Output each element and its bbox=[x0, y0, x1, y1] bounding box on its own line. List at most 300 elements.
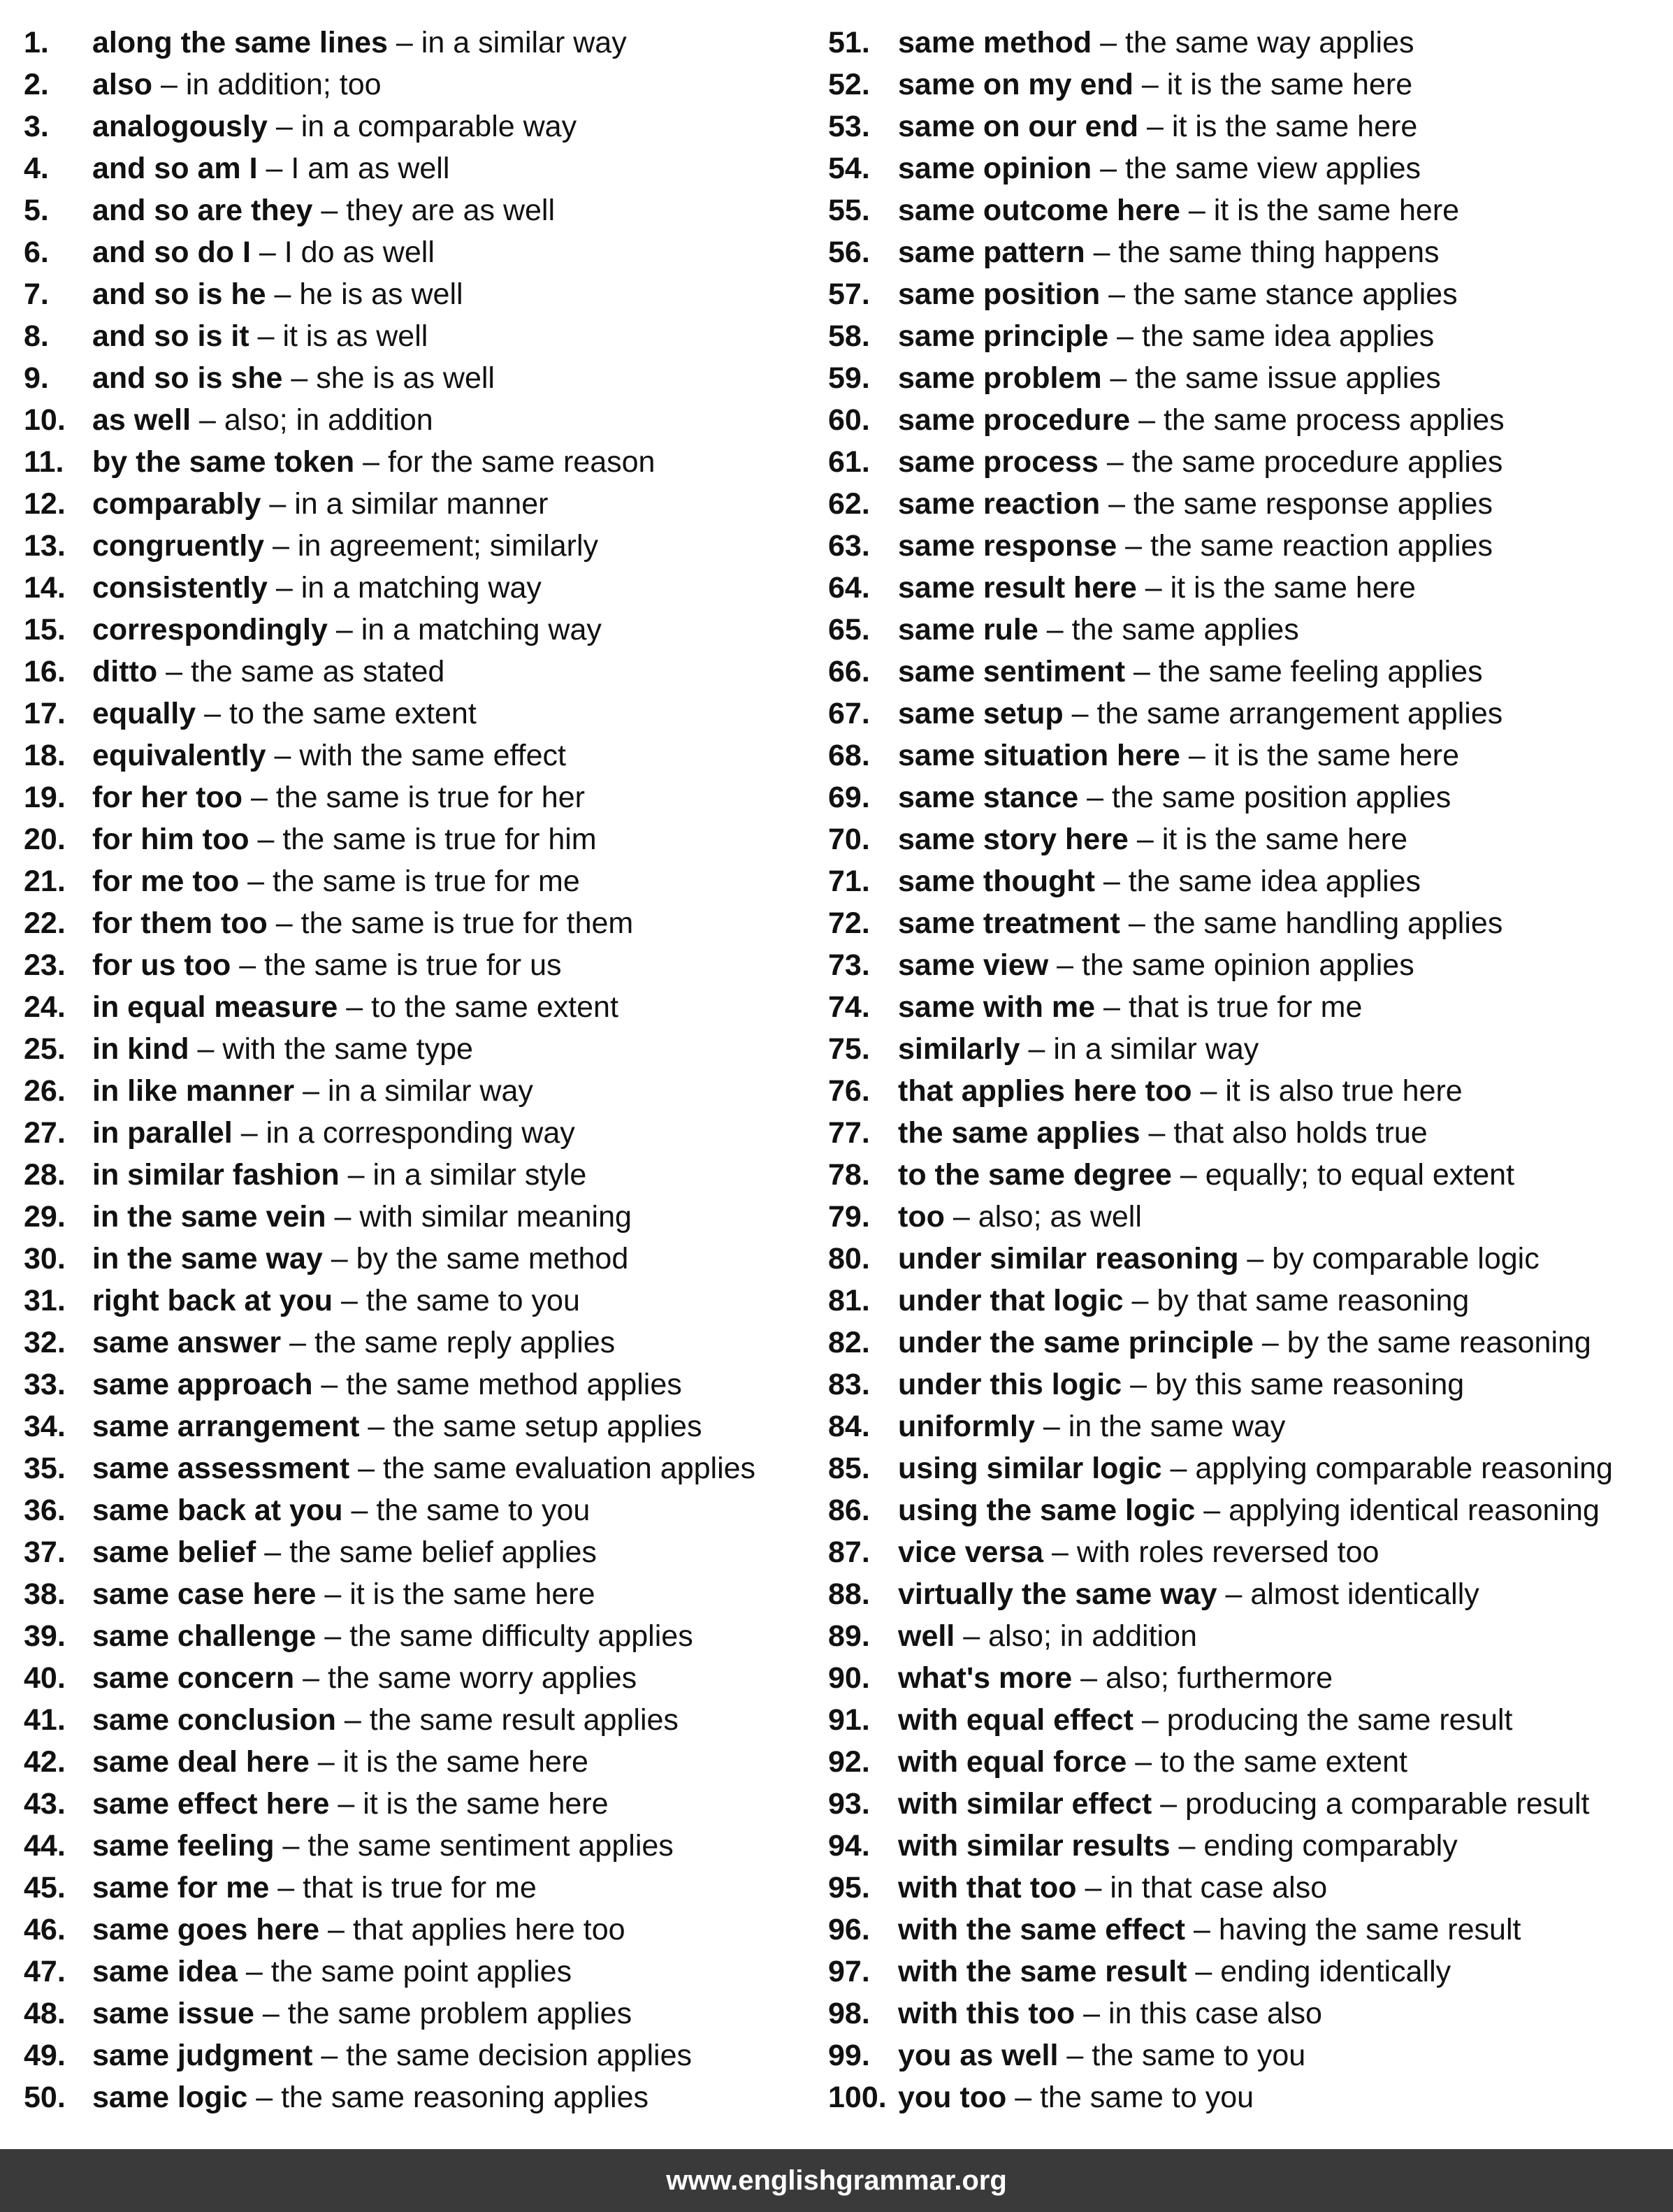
item-separator: – bbox=[240, 1116, 258, 1150]
item-separator: – bbox=[1135, 1745, 1152, 1779]
item-number: 76. bbox=[828, 1074, 870, 1108]
item-separator: – bbox=[282, 1829, 300, 1863]
list-item bbox=[24, 860, 580, 902]
list-item bbox=[828, 651, 1483, 693]
list-item bbox=[24, 1573, 595, 1615]
item-definition: by comparable logic bbox=[1272, 1242, 1540, 1275]
item-definition: the same problem applies bbox=[287, 1997, 632, 2030]
item-term: in the same way bbox=[92, 1242, 323, 1275]
list-item bbox=[24, 693, 477, 735]
item-number: 1. bbox=[24, 26, 49, 59]
item-number: 33. bbox=[24, 1368, 66, 1401]
item-definition: that applies here too bbox=[352, 1913, 625, 1946]
item-definition: the same stance applies bbox=[1133, 277, 1458, 311]
item-term: same view bbox=[898, 948, 1049, 982]
item-definition: that is true for me bbox=[303, 1871, 537, 1904]
list-item bbox=[828, 1070, 1463, 1112]
item-definition: to the same extent bbox=[371, 990, 618, 1024]
list-item bbox=[24, 357, 495, 399]
list-item bbox=[24, 2076, 649, 2118]
list-item bbox=[828, 1993, 1322, 2034]
list-item bbox=[24, 22, 627, 64]
item-number: 88. bbox=[828, 1577, 870, 1611]
list-item bbox=[828, 944, 1414, 986]
item-separator: – bbox=[247, 865, 265, 898]
item-number: 22. bbox=[24, 906, 66, 940]
item-definition: the same to you bbox=[365, 1284, 580, 1317]
list-item bbox=[24, 483, 548, 525]
item-term: comparably bbox=[92, 487, 261, 521]
list-item bbox=[828, 1196, 1142, 1238]
item-number: 63. bbox=[828, 529, 870, 563]
item-term: same judgment bbox=[92, 2039, 313, 2072]
list-item bbox=[24, 986, 618, 1028]
list-item bbox=[24, 1615, 693, 1657]
item-number: 31. bbox=[24, 1284, 66, 1317]
list-item bbox=[828, 1405, 1285, 1447]
item-term: for me too bbox=[92, 865, 240, 898]
item-separator: – bbox=[1128, 906, 1145, 940]
item-number: 85. bbox=[828, 1452, 870, 1485]
item-definition: the same to you bbox=[1092, 2039, 1306, 2072]
list-item bbox=[828, 525, 1493, 567]
item-definition: for the same reason bbox=[388, 445, 656, 479]
item-definition: the same opinion applies bbox=[1081, 948, 1414, 982]
list-item bbox=[828, 1909, 1521, 1951]
list-item bbox=[828, 1867, 1327, 1909]
item-term: same thought bbox=[898, 865, 1095, 898]
item-number: 87. bbox=[828, 1535, 870, 1569]
item-separator: – bbox=[1160, 1787, 1178, 1821]
item-term: same rule bbox=[898, 613, 1038, 646]
footer-website-url[interactable]: www.englishgrammar.org bbox=[666, 2165, 1007, 2196]
item-definition: ending identically bbox=[1220, 1955, 1451, 1988]
item-definition: the same to you bbox=[1040, 2081, 1254, 2114]
item-number: 70. bbox=[828, 823, 870, 856]
item-term: same situation here bbox=[898, 739, 1180, 772]
item-term: same stance bbox=[898, 781, 1079, 814]
item-number: 52. bbox=[828, 68, 870, 101]
item-term: under similar reasoning bbox=[898, 1242, 1239, 1275]
item-number: 92. bbox=[828, 1745, 870, 1779]
item-separator: – bbox=[1130, 1368, 1147, 1401]
item-number: 62. bbox=[828, 487, 870, 521]
list-item bbox=[828, 902, 1502, 944]
item-term: same assessment bbox=[92, 1452, 350, 1485]
item-definition: in a corresponding way bbox=[266, 1116, 575, 1150]
list-item bbox=[24, 1531, 597, 1573]
item-number: 49. bbox=[24, 2039, 66, 2072]
item-separator: – bbox=[1103, 865, 1120, 898]
item-term: same problem bbox=[898, 361, 1102, 395]
item-separator: – bbox=[1195, 1955, 1212, 1988]
item-definition: to the same extent bbox=[1160, 1745, 1407, 1779]
item-definition: the same is true for them bbox=[300, 906, 634, 940]
item-definition: in a similar style bbox=[372, 1158, 587, 1192]
item-separator: – bbox=[953, 1200, 970, 1234]
item-separator: – bbox=[1087, 781, 1104, 814]
list-item bbox=[828, 1699, 1513, 1741]
item-definition: the same worry applies bbox=[328, 1661, 637, 1695]
item-separator: – bbox=[1103, 990, 1120, 1024]
item-number: 11. bbox=[24, 445, 64, 479]
item-number: 73. bbox=[828, 948, 870, 982]
item-term: same outcome here bbox=[898, 194, 1180, 227]
item-term: same arrangement bbox=[92, 1410, 360, 1443]
item-separator: – bbox=[338, 1787, 355, 1821]
list-item bbox=[24, 273, 463, 315]
list-item bbox=[828, 315, 1434, 357]
item-definition: also; in addition bbox=[224, 403, 433, 437]
list-item bbox=[828, 1825, 1458, 1867]
item-definition: it is the same here bbox=[1171, 110, 1418, 143]
item-definition: in a similar manner bbox=[294, 487, 549, 521]
item-number: 43. bbox=[24, 1787, 66, 1821]
list-item bbox=[24, 1070, 533, 1112]
item-separator: – bbox=[275, 906, 293, 940]
item-number: 13. bbox=[24, 529, 66, 563]
item-separator: – bbox=[1100, 152, 1117, 185]
list-item bbox=[828, 1741, 1407, 1783]
item-number: 82. bbox=[828, 1326, 870, 1359]
item-term: correspondingly bbox=[92, 613, 328, 646]
item-term: with equal force bbox=[898, 1745, 1127, 1779]
item-number: 38. bbox=[24, 1577, 66, 1611]
list-item bbox=[24, 944, 561, 986]
item-number: 8. bbox=[24, 319, 49, 353]
item-term: by the same token bbox=[92, 445, 355, 479]
item-definition: the same feeling applies bbox=[1158, 655, 1483, 688]
item-separator: – bbox=[1108, 487, 1126, 521]
list-item bbox=[828, 735, 1459, 776]
item-number: 24. bbox=[24, 990, 66, 1024]
item-definition: having the same result bbox=[1218, 1913, 1521, 1946]
item-term: same idea bbox=[92, 1955, 238, 1988]
list-item bbox=[24, 399, 433, 441]
item-term: in parallel bbox=[92, 1116, 233, 1150]
item-separator: – bbox=[274, 277, 291, 311]
item-term: ditto bbox=[92, 655, 158, 688]
item-definition: in a matching way bbox=[361, 613, 602, 646]
item-number: 34. bbox=[24, 1410, 66, 1443]
item-term: same process bbox=[898, 445, 1099, 479]
list-item bbox=[828, 1028, 1259, 1070]
item-term: and so do I bbox=[92, 236, 251, 269]
item-term: as well bbox=[92, 403, 191, 437]
item-term: same issue bbox=[92, 1997, 254, 2030]
item-separator: – bbox=[358, 1452, 375, 1485]
item-definition: they are as well bbox=[346, 194, 556, 227]
item-term: same position bbox=[898, 277, 1101, 311]
item-number: 67. bbox=[828, 697, 870, 730]
item-term: same reaction bbox=[898, 487, 1101, 521]
item-separator: – bbox=[321, 194, 338, 227]
item-number: 68. bbox=[828, 739, 870, 772]
item-number: 17. bbox=[24, 697, 66, 730]
item-separator: – bbox=[1108, 277, 1125, 311]
list-item bbox=[828, 1489, 1600, 1531]
item-definition: it is the same here bbox=[1170, 571, 1416, 605]
item-number: 14. bbox=[24, 571, 66, 605]
item-term: too bbox=[898, 1200, 945, 1234]
item-separator: – bbox=[1071, 697, 1089, 730]
list-item bbox=[24, 1741, 588, 1783]
item-term: for him too bbox=[92, 823, 249, 856]
list-item bbox=[828, 1447, 1613, 1489]
list-item bbox=[24, 1867, 537, 1909]
item-number: 27. bbox=[24, 1116, 66, 1150]
list-item bbox=[24, 1238, 628, 1280]
item-separator: – bbox=[1085, 1871, 1102, 1904]
item-term: using similar logic bbox=[898, 1452, 1162, 1485]
item-separator: – bbox=[1110, 361, 1127, 395]
item-term: and so are they bbox=[92, 194, 313, 227]
item-number: 59. bbox=[828, 361, 870, 395]
item-separator: – bbox=[1106, 445, 1124, 479]
item-number: 74. bbox=[828, 990, 870, 1024]
item-number: 99. bbox=[828, 2039, 870, 2072]
item-definition: I do as well bbox=[284, 236, 435, 269]
item-term: under the same principle bbox=[898, 1326, 1254, 1359]
item-definition: the same applies bbox=[1071, 613, 1299, 646]
item-term: similarly bbox=[898, 1032, 1020, 1066]
item-term: same on our end bbox=[898, 110, 1139, 143]
item-separator: – bbox=[1188, 739, 1205, 772]
item-separator: – bbox=[257, 319, 275, 353]
item-number: 58. bbox=[828, 319, 870, 353]
item-term: same on my end bbox=[898, 68, 1134, 101]
item-separator: – bbox=[1125, 529, 1142, 563]
item-definition: the same method applies bbox=[346, 1368, 682, 1401]
item-number: 46. bbox=[24, 1913, 66, 1946]
item-number: 32. bbox=[24, 1326, 66, 1359]
item-definition: she is as well bbox=[316, 361, 495, 395]
list-item bbox=[24, 1489, 590, 1531]
item-term: same case here bbox=[92, 1577, 317, 1611]
item-separator: – bbox=[1188, 194, 1205, 227]
item-term: same procedure bbox=[898, 403, 1131, 437]
item-term: same deal here bbox=[92, 1745, 310, 1779]
list-item bbox=[24, 735, 566, 776]
item-separator: – bbox=[1148, 1116, 1166, 1150]
item-separator: – bbox=[1138, 403, 1156, 437]
item-number: 40. bbox=[24, 1661, 66, 1695]
item-number: 94. bbox=[828, 1829, 870, 1863]
item-definition: the same way applies bbox=[1125, 26, 1414, 59]
item-number: 64. bbox=[828, 571, 870, 605]
item-term: with similar results bbox=[898, 1829, 1171, 1863]
item-definition: by the same method bbox=[356, 1242, 629, 1275]
list-item bbox=[828, 986, 1362, 1028]
list-item bbox=[828, 231, 1440, 273]
item-term: and so is she bbox=[92, 361, 283, 395]
item-number: 25. bbox=[24, 1032, 66, 1066]
item-separator: – bbox=[277, 1871, 295, 1904]
item-term: same opinion bbox=[898, 152, 1092, 185]
item-term: what's more bbox=[898, 1661, 1073, 1695]
list-item bbox=[828, 2076, 1254, 2118]
item-definition: the same position applies bbox=[1112, 781, 1451, 814]
item-definition: the same reasoning applies bbox=[281, 2081, 649, 2114]
item-separator: – bbox=[1200, 1074, 1217, 1108]
list-item bbox=[828, 106, 1417, 147]
item-definition: the same response applies bbox=[1134, 487, 1493, 521]
item-number: 57. bbox=[828, 277, 870, 311]
item-separator: – bbox=[368, 1410, 385, 1443]
item-definition: that is true for me bbox=[1128, 990, 1363, 1024]
item-term: same concern bbox=[92, 1661, 295, 1695]
item-number: 95. bbox=[828, 1871, 870, 1904]
item-term: with this too bbox=[898, 1997, 1076, 2030]
item-separator: – bbox=[266, 152, 283, 185]
list-item bbox=[24, 609, 602, 651]
item-number: 6. bbox=[24, 236, 49, 269]
item-term: same challenge bbox=[92, 1619, 317, 1653]
item-separator: – bbox=[1247, 1242, 1264, 1275]
item-separator: – bbox=[1141, 68, 1159, 101]
item-separator: – bbox=[1080, 1661, 1098, 1695]
item-separator: – bbox=[1170, 1452, 1187, 1485]
item-number: 28. bbox=[24, 1158, 66, 1192]
item-number: 5. bbox=[24, 194, 49, 227]
item-term: you too bbox=[898, 2081, 1007, 2114]
item-definition: applying identical reasoning bbox=[1229, 1494, 1600, 1527]
item-definition: in a similar way bbox=[421, 26, 627, 59]
item-term: same conclusion bbox=[92, 1703, 336, 1737]
item-term: under this logic bbox=[898, 1368, 1122, 1401]
item-separator: – bbox=[1100, 26, 1117, 59]
item-term: same result here bbox=[898, 571, 1137, 605]
item-number: 7. bbox=[24, 277, 49, 311]
item-separator: – bbox=[963, 1619, 980, 1653]
item-number: 51. bbox=[828, 26, 870, 59]
item-separator: – bbox=[198, 403, 216, 437]
item-definition: also; as well bbox=[978, 1200, 1142, 1234]
list-item bbox=[828, 1238, 1540, 1280]
list-item bbox=[24, 1783, 609, 1825]
item-definition: the same idea applies bbox=[1141, 319, 1435, 353]
item-number: 91. bbox=[828, 1703, 870, 1737]
list-item bbox=[828, 273, 1458, 315]
item-definition: applying comparable reasoning bbox=[1195, 1452, 1613, 1485]
item-number: 20. bbox=[24, 823, 66, 856]
item-separator: – bbox=[259, 236, 276, 269]
item-term: same back at you bbox=[92, 1494, 343, 1527]
list-item bbox=[24, 1657, 637, 1699]
item-definition: in that case also bbox=[1110, 1871, 1328, 1904]
item-term: with equal effect bbox=[898, 1703, 1134, 1737]
item-separator: – bbox=[269, 487, 287, 521]
list-item bbox=[24, 147, 449, 189]
list-item bbox=[24, 1447, 755, 1489]
item-number: 9. bbox=[24, 361, 49, 395]
item-number: 18. bbox=[24, 739, 66, 772]
item-separator: – bbox=[1145, 571, 1162, 605]
item-term: also bbox=[92, 68, 153, 101]
item-separator: – bbox=[257, 823, 275, 856]
item-separator: – bbox=[1261, 1326, 1279, 1359]
item-term: along the same lines bbox=[92, 26, 388, 59]
list-item bbox=[24, 1154, 586, 1196]
item-definition: the same process applies bbox=[1164, 403, 1505, 437]
item-term: you as well bbox=[898, 2039, 1059, 2072]
item-number: 19. bbox=[24, 781, 66, 814]
item-definition: with the same type bbox=[222, 1032, 473, 1066]
item-separator: – bbox=[1136, 823, 1154, 856]
item-number: 41. bbox=[24, 1703, 66, 1737]
item-number: 97. bbox=[828, 1955, 870, 1988]
item-number: 60. bbox=[828, 403, 870, 437]
item-number: 21. bbox=[24, 865, 66, 898]
item-separator: – bbox=[291, 361, 308, 395]
item-separator: – bbox=[1028, 1032, 1045, 1066]
item-definition: the same is true for me bbox=[273, 865, 580, 898]
item-term: in kind bbox=[92, 1032, 189, 1066]
list-item bbox=[24, 651, 444, 693]
item-definition: I am as well bbox=[291, 152, 450, 185]
item-term: uniformly bbox=[898, 1410, 1035, 1443]
item-term: in like manner bbox=[92, 1074, 295, 1108]
item-definition: the same reaction applies bbox=[1150, 529, 1493, 563]
footer-bar bbox=[0, 2149, 1673, 2212]
list-item bbox=[828, 441, 1502, 483]
item-term: congruently bbox=[92, 529, 265, 563]
item-number: 16. bbox=[24, 655, 66, 688]
list-item bbox=[24, 1196, 632, 1238]
item-separator: – bbox=[289, 1326, 306, 1359]
item-separator: – bbox=[1015, 2081, 1032, 2114]
item-term: same with me bbox=[898, 990, 1095, 1024]
item-definition: in the same way bbox=[1068, 1410, 1286, 1443]
item-term: and so is it bbox=[92, 319, 249, 353]
item-number: 75. bbox=[828, 1032, 870, 1066]
item-separator: – bbox=[166, 655, 182, 688]
item-definition: it is the same here bbox=[363, 1787, 609, 1821]
item-term: same for me bbox=[92, 1871, 270, 1904]
item-definition: by the same reasoning bbox=[1287, 1326, 1591, 1359]
item-definition: it is as well bbox=[282, 319, 428, 353]
item-separator: – bbox=[245, 1955, 263, 1988]
item-definition: producing a comparable result bbox=[1185, 1787, 1590, 1821]
item-term: well bbox=[898, 1619, 955, 1653]
item-number: 56. bbox=[828, 236, 870, 269]
item-definition: it is the same here bbox=[1166, 68, 1413, 101]
list-item bbox=[24, 1028, 473, 1070]
item-definition: the same view applies bbox=[1124, 152, 1421, 185]
item-number: 55. bbox=[828, 194, 870, 227]
item-definition: it is the same here bbox=[1213, 194, 1460, 227]
list-item bbox=[24, 106, 577, 147]
item-term: same setup bbox=[898, 697, 1064, 730]
list-item bbox=[24, 231, 435, 273]
item-separator: – bbox=[1046, 613, 1064, 646]
item-term: consistently bbox=[92, 571, 268, 605]
list-item bbox=[24, 1699, 679, 1741]
item-number: 48. bbox=[24, 1997, 66, 2030]
item-number: 3. bbox=[24, 110, 49, 143]
item-term: that applies here too bbox=[898, 1074, 1192, 1108]
item-definition: the same difficulty applies bbox=[349, 1619, 693, 1653]
item-number: 71. bbox=[828, 865, 870, 898]
list-item bbox=[24, 2034, 692, 2076]
item-term: in the same vein bbox=[92, 1200, 326, 1234]
list-item bbox=[24, 315, 428, 357]
item-separator: – bbox=[273, 529, 289, 563]
item-separator: – bbox=[275, 571, 293, 605]
item-separator: – bbox=[328, 1913, 345, 1946]
item-number: 54. bbox=[828, 152, 870, 185]
item-number: 4. bbox=[24, 152, 49, 185]
